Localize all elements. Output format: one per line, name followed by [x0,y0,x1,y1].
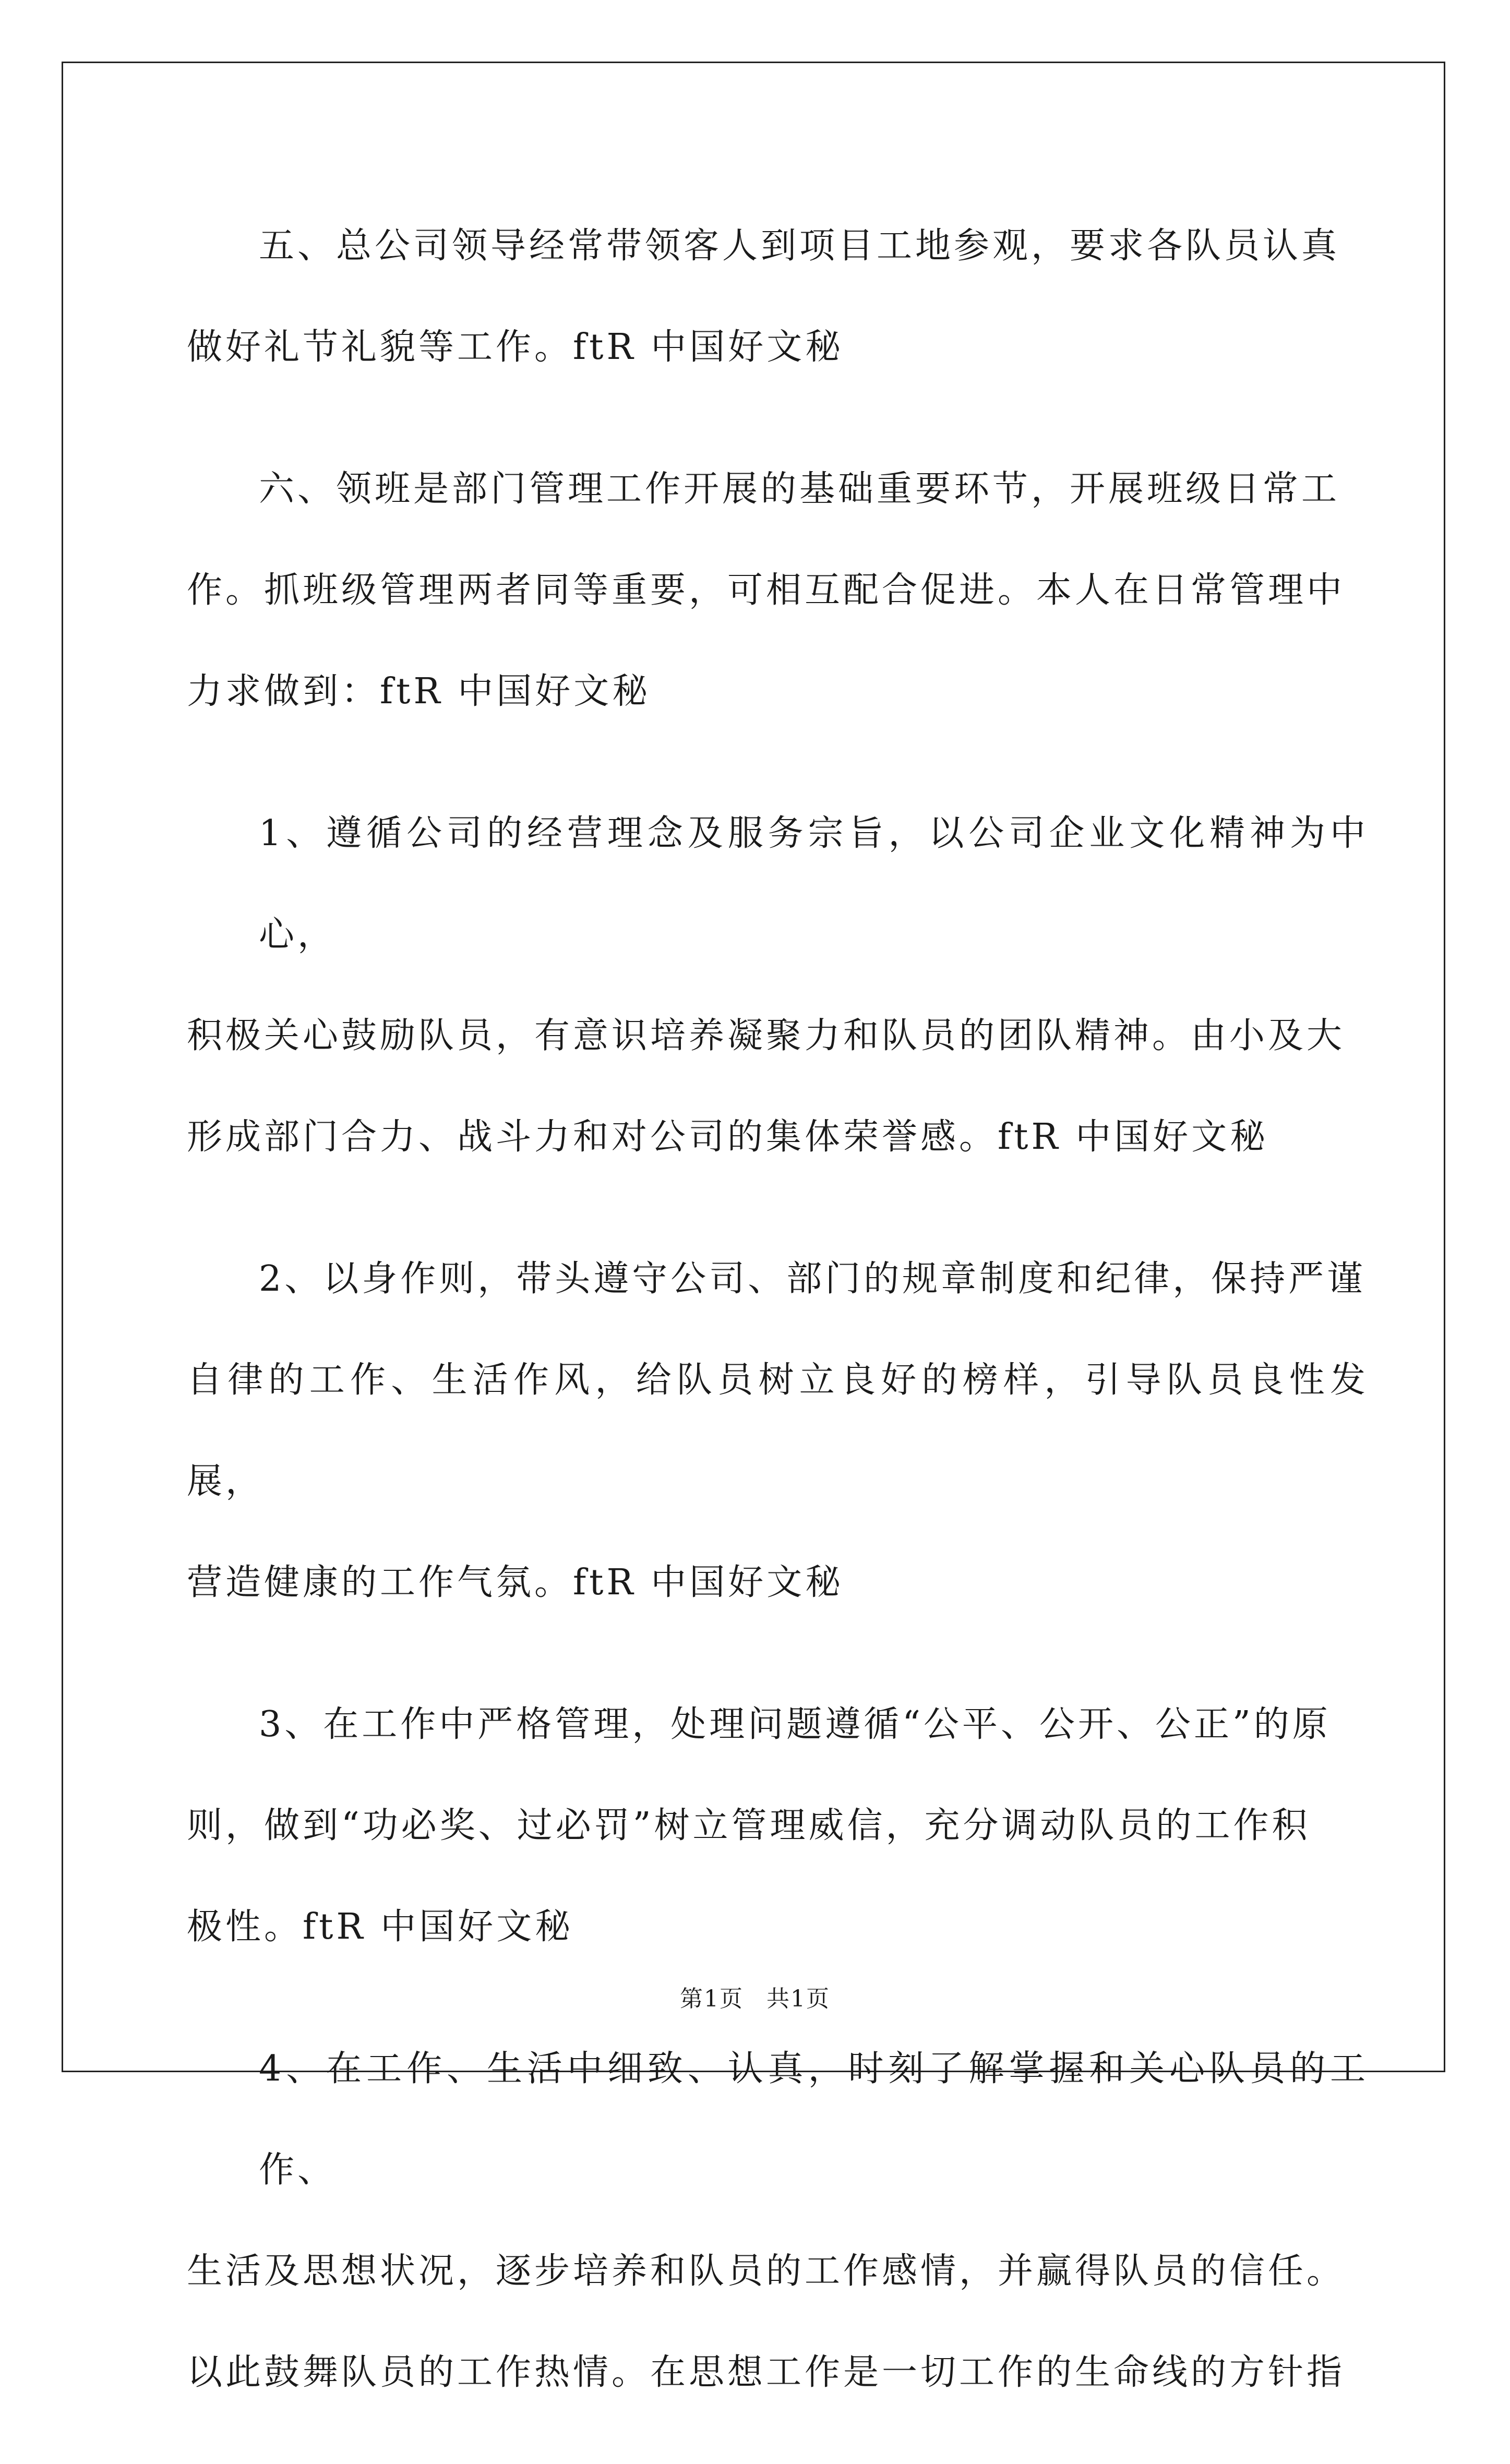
page-number: 第1页 [680,1986,744,2012]
paragraph-line: 力求做到：ftR 中国好文秘 [187,671,651,712]
paragraph-line: 积极关心鼓励队员，有意识培养凝聚力和队员的团队精神。由小及大 [187,1015,1346,1056]
paragraph-line: 生活及思想状况，逐步培养和队员的工作感情，并赢得队员的信任。 [187,2251,1346,2292]
paragraph [187,196,1369,398]
paragraph-line: 4、在工作、生活中细致、认真，时刻了解掌握和关心队员的工作、 [259,2048,1369,2191]
paragraph-line: 五、总公司领导经常带领客人到项目工地参观，要求各队员认真 [259,225,1340,267]
paragraph-line: 1、遵循公司的经营理念及服务宗旨，以公司企业文化精神为中心， [259,813,1369,955]
paragraph [187,2018,1369,2423]
page-total: 共1页 [766,1986,830,2012]
document-body [187,196,1369,2464]
paragraph [187,783,1369,1188]
paragraph-line: 六、领班是部门管理工作开展的基础重要环节，开展班级日常工 [259,468,1340,510]
paragraph-line: 3、在工作中严格管理，处理问题遵循“公平、公开、公正”的原 [259,1704,1331,1745]
paragraph-line: 形成部门合力、战斗力和对公司的集体荣誉感。ftR 中国好文秘 [187,1116,1269,1158]
paragraph-line: 营造健康的工作气氛。ftR 中国好文秘 [187,1562,844,1603]
paragraph-line: 做好礼节礼貌等工作。ftR 中国好文秘 [187,327,844,368]
paragraph-line: 作。抓班级管理两者同等重要，可相互配合促进。本人在日常管理中 [187,570,1346,611]
paragraph-line: 则，做到“功必奖、过必罚”树立管理威信，充分调动队员的工作积 [187,1805,1311,1846]
paragraph-line: 以此鼓舞队员的工作热情。在思想工作是一切工作的生命线的方针指 [187,2352,1346,2393]
paragraph-line: 自律的工作、生活作风，给队员树立良好的榜样，引导队员良性发展， [187,1360,1369,1502]
paragraph [187,439,1369,742]
paragraph-line: 2、以身作则，带头遵守公司、部门的规章制度和纪律，保持严谨 [259,1258,1366,1300]
page-footer [0,1980,1510,2013]
paragraph [187,1674,1369,1978]
paragraph-line: 极性。ftR 中国好文秘 [187,1906,574,1948]
paragraph [187,1229,1369,1633]
